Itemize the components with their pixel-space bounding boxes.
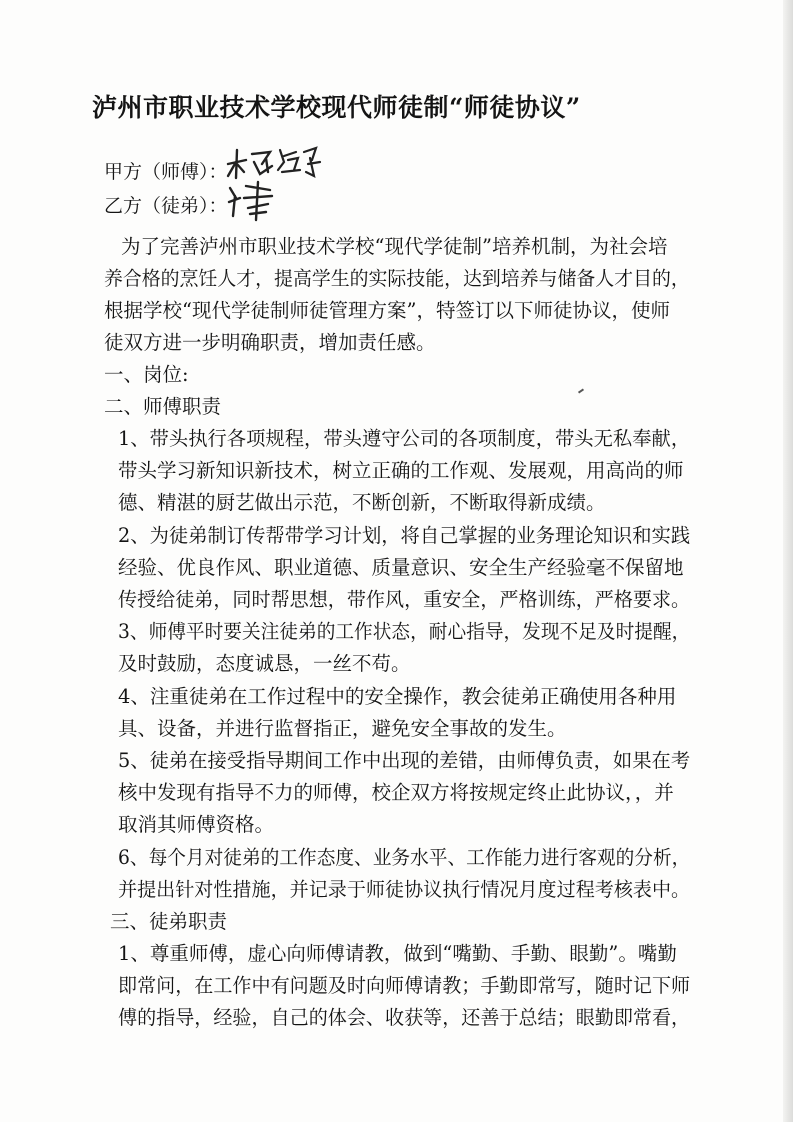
document-line: 核中发现有指导不力的师傅，校企双方将按规定终止此协议，，并 [118,781,674,804]
document-line: 德、精湛的厨艺做出示范，不断创新，不断取得新成绩。 [118,491,606,514]
document-line: 及时鼓励，态度诚恳，一丝不苟。 [118,652,411,675]
document-line: 二、师傅职责 [104,395,222,418]
document-line: 即常问，在工作中有问题及时向师傅请教；手勤即常写，随时记下师 [118,974,691,997]
document-line: 经验、优良作风、职业道德、质量意识、安全生产经验毫不保留地 [118,556,684,579]
document-line: 一、岗位: [104,363,189,386]
party-b-label: 乙方（徒弟）： [104,195,228,217]
document-line: 傅的指导，经验，自己的体会、收获等，还善于总结；眼勤即常看， [118,1006,691,1029]
party-a-label: 甲方（师傅）： [104,161,228,183]
document-line: 2、为徒弟制订传帮带学习计划，将自己掌握的业务理论知识和实践 [118,524,691,547]
document-line: 4、注重徒弟在工作过程中的安全操作，教会徒弟正确使用各种用 [118,685,677,708]
apprentice-signature [226,178,286,222]
document-line: 根据学校“现代学徒制师徒管理方案”，特签订以下师徒协议，使师 [104,299,670,322]
document-line: 具、设备，并进行监督指正，避免安全事故的发生。 [118,717,567,740]
document-line: 1、带头执行各项规程，带头遵守公司的各项制度，带头无私奉献， [118,427,691,450]
document-title: 泸州市职业技术学校现代师徒制“师徒协议” [92,93,581,122]
document-line: 5、徒弟在接受指导期间工作中出现的差错，由师傅负责，如果在考 [118,749,691,772]
document-line: 养合格的烹饪人才，提高学生的实际技能，达到培养与储备人才目的， [104,267,690,290]
document-line: 6、每个月对徒弟的工作态度、业务水平、工作能力进行客观的分析， [118,846,691,869]
document-line: 1、尊重师傅，虚心向师傅请教，做到“嘴勤、手勤、眼勤”。嘴勤 [118,942,677,965]
document-line: 带头学习新知识新技术，树立正确的工作观、发展观，用高尚的师 [118,459,684,482]
document-line: 为了完善泸州市职业技术学校“现代学徒制”培养机制，为社会培 [121,235,668,258]
scan-speck [578,388,584,393]
scan-edge-shadow [783,0,793,1122]
document-line: 取消其师傅资格。 [118,813,275,836]
document-line: 传授给徒弟，同时帮思想，带作风，重安全，严格训练，严格要求。 [118,588,691,611]
document-line: 徒双方进一步明确职责，增加责任感。 [104,331,436,354]
document-line: 并提出针对性措施，并记录于师徒协议执行情况月度过程考核表中。 [118,878,691,901]
master-signature [224,142,324,182]
document-line: 3、师傅平时要关注徒弟的工作状态，耐心指导，发现不足及时提醒， [118,620,691,643]
document-line: 三、徒弟职责 [110,910,228,933]
